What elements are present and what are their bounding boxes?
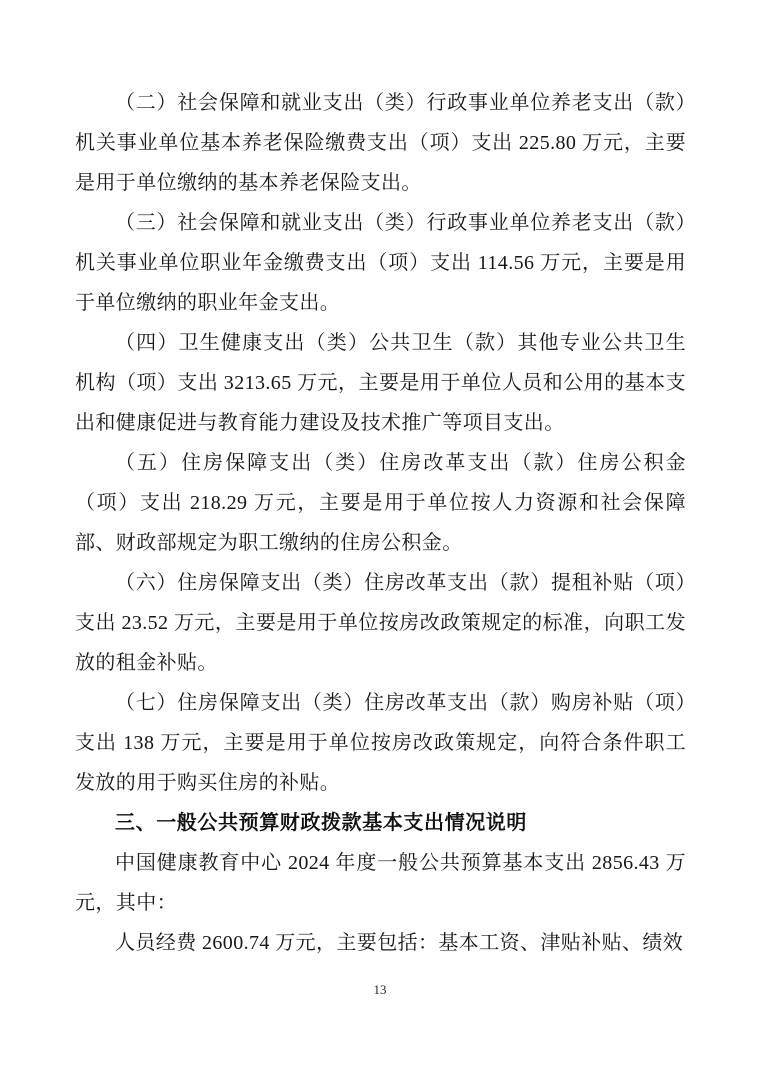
paragraph-item-5: （五）住房保障支出（类）住房改革支出（款）住房公积金（项）支出 218.29 万元，主要是用于单位按人力资源和社会保障部、财政部规定为职工缴纳的住房公积金。 — [75, 452, 686, 554]
paragraph-item-4: （四）卫生健康支出（类）公共卫生（款）其他专业公共卫生机构（项）支出 3213.65 万元，主要是用于单位人员和公用的基本支出和健康促进与教育能力建设及技术推广等项目支出。 — [75, 332, 686, 434]
paragraph-item-2: （二）社会保障和就业支出（类）行政事业单位养老支出（款）机关事业单位基本养老保险缴费支出（项）支出 225.80 万元，主要是用于单位缴纳的基本养老保险支出。 — [75, 92, 686, 194]
page-number: 13 — [373, 982, 387, 997]
paragraph-basic-expenditure-total: 中国健康教育中心 2024 年度一般公共预算基本支出 2856.43 万元，其中： — [75, 852, 686, 914]
paragraph-item-6: （六）住房保障支出（类）住房改革支出（款）提租补贴（项）支出 23.52 万元，主要是用于单位按房改政策规定的标准，向职工发放的租金补贴。 — [75, 572, 686, 674]
paragraph-personnel-funds: 人员经费 2600.74 万元，主要包括：基本工资、津贴补贴、绩效 — [115, 932, 684, 954]
document-body — [75, 83, 686, 963]
paragraph-item-7: （七）住房保障支出（类）住房改革支出（款）购房补贴（项）支出 138 万元，主要是用于单位按房改政策规定，向符合条件职工发放的用于购买住房的补贴。 — [75, 692, 686, 794]
section-heading: 三、一般公共预算财政拨款基本支出情况说明 — [115, 812, 527, 834]
paragraph-item-3: （三）社会保障和就业支出（类）行政事业单位养老支出（款）机关事业单位职业年金缴费支出（项）支出 114.56 万元，主要是用于单位缴纳的职业年金支出。 — [75, 212, 686, 314]
